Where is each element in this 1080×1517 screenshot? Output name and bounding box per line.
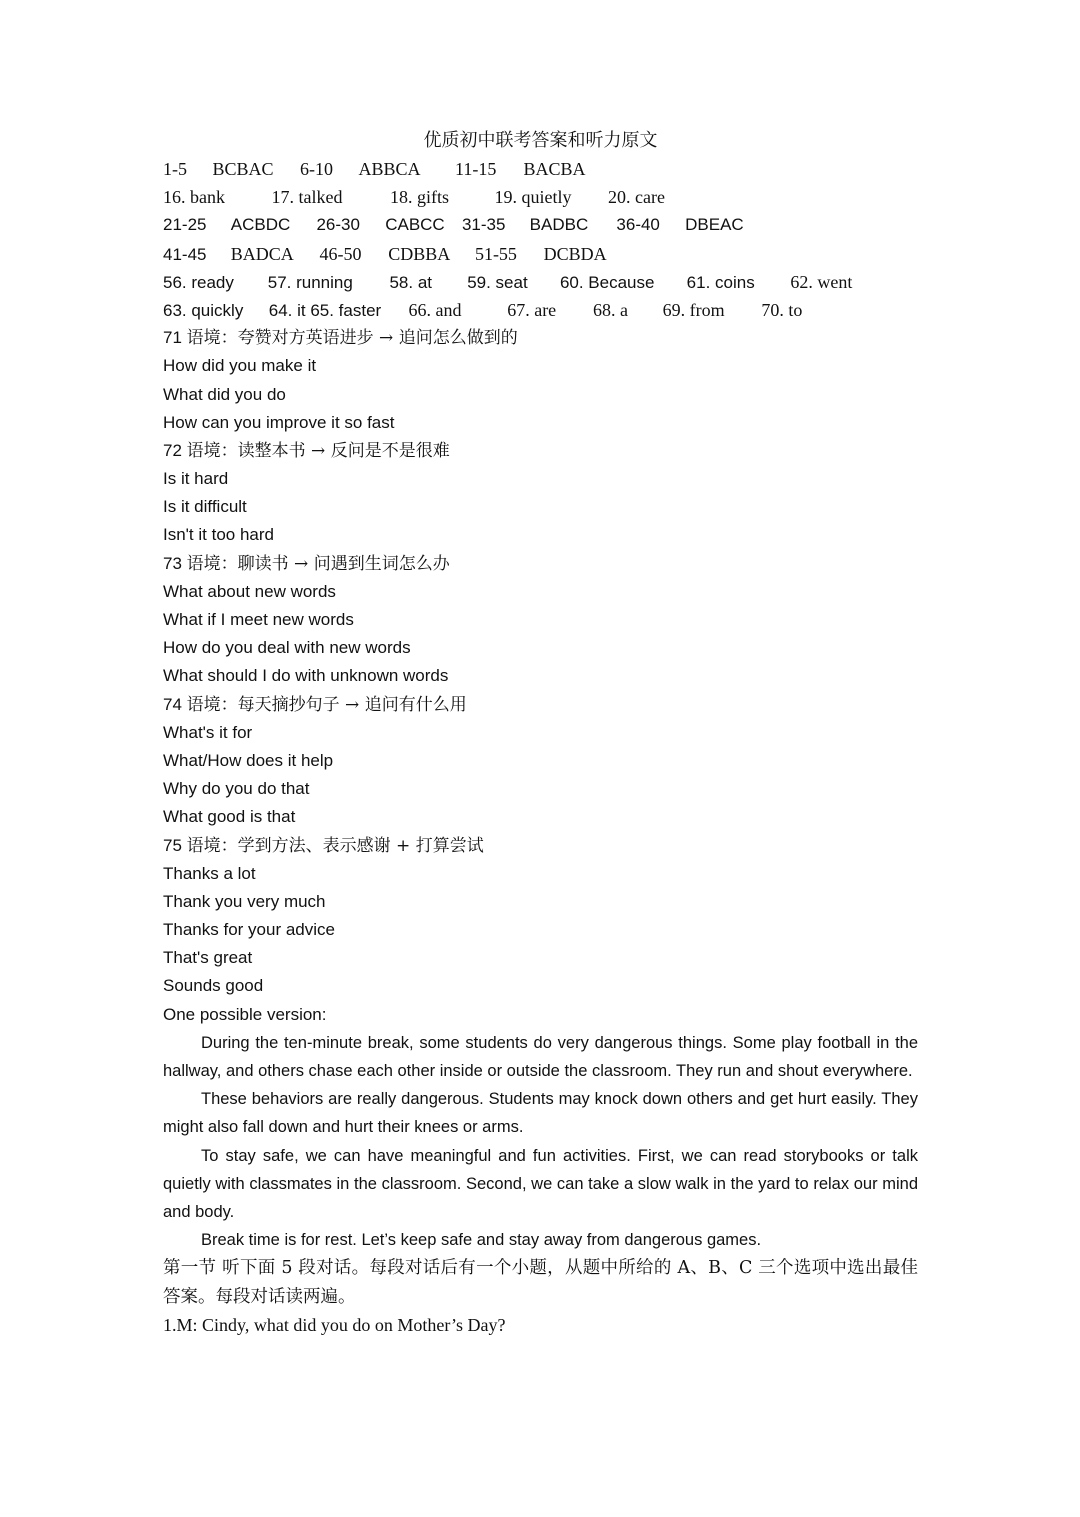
answer-line: Why do you do that — [163, 779, 310, 799]
answer-cell: ABBCA — [358, 159, 421, 179]
answer-cell: 61. coins — [686, 272, 755, 292]
essay-paragraph: These behaviors are really dangerous. Students may knock down others and get hurt easily. They might also fall down and hurt their knees or arms. — [163, 1090, 918, 1137]
answer-cell: 70. to — [761, 299, 803, 320]
answer-line: Sounds good — [163, 976, 264, 996]
answers-row-4 — [163, 240, 918, 268]
answer-line: What/How does it help — [163, 750, 334, 770]
answer-cell: 18. gifts — [390, 187, 450, 208]
context-text: 语境：每天摘抄句子 → 追问有什么用 — [186, 694, 467, 715]
answer-cell: 11-15 — [455, 159, 497, 179]
answer-cell: 67. are — [507, 299, 557, 320]
answer-cell: 51-55 — [474, 243, 517, 264]
question-number: 71 — [163, 328, 182, 348]
answer-cell: 66. and — [408, 299, 462, 320]
answer-cell: 31-35 — [461, 215, 506, 235]
context-text: 语境：夸赞对方英语进步 → 追问怎么做到的 — [186, 328, 518, 349]
answer-line: What if I meet new words — [163, 610, 354, 629]
document-body — [163, 126, 918, 1339]
question-73-context — [163, 550, 918, 578]
answer-cell: CABCC — [385, 215, 445, 235]
answer-cell: 56. ready — [163, 272, 234, 292]
answer-cell: BADCA — [230, 243, 294, 264]
answer-line: Is it hard — [163, 469, 229, 489]
answer-cell: 6-10 — [300, 159, 333, 179]
answer-cell: 63. quickly — [163, 300, 244, 320]
answer-line: What's it for — [163, 722, 253, 742]
answer-cell: 17. talked — [271, 187, 343, 208]
question-number: 74 — [163, 694, 182, 714]
answer-cell: 57. running — [267, 272, 353, 292]
answer-cell: 60. Because — [559, 272, 655, 292]
question-75-context — [163, 832, 918, 860]
answer-cell: DBEAC — [685, 215, 744, 235]
answer-line: That's great — [163, 948, 253, 968]
context-text: 语境：聊读书 → 问遇到生词怎么办 — [186, 553, 450, 574]
answer-cell: 59. seat — [467, 272, 528, 292]
answer-cell: 36-40 — [616, 215, 660, 235]
listening-dialogue-line: 1.M: Cindy, what did you do on Mother’s Day? — [163, 1315, 506, 1336]
answer-cell: 68. a — [592, 299, 628, 320]
answer-line: Thank you very much — [163, 891, 326, 911]
answer-line: What about new words — [163, 581, 336, 601]
answer-cell: BADBC — [529, 215, 589, 235]
answer-line: How did you make it — [163, 356, 317, 376]
answer-line: How can you improve it so fast — [163, 412, 395, 432]
answer-cell: BACBA — [523, 159, 586, 179]
answer-cell: 69. from — [662, 299, 725, 320]
question-72-context — [163, 437, 918, 465]
answer-line: What good is that — [163, 807, 296, 827]
question-number: 73 — [163, 553, 182, 573]
answer-cell: 46-50 — [319, 243, 362, 264]
essay-paragraph: To stay safe, we can have meaningful and fun activities. First, we can read storybooks or talk quietly with classmates in the classroom. Second, we can take a slow walk in the yard to relax our mind and body. — [163, 1146, 918, 1222]
answer-line: Isn't it too hard — [163, 525, 274, 545]
context-text: 语境：学到方法、表示感谢 + 打算尝试 — [186, 835, 484, 856]
answer-cell: 62. went — [790, 271, 853, 292]
answer-line: What should I do with unknown words — [163, 666, 449, 686]
essay-paragraph: Break time is for rest. Let’s keep safe and stay away from dangerous games. — [201, 1231, 762, 1250]
answer-cell: 58. at — [389, 272, 433, 292]
answer-cell: DCBDA — [543, 243, 607, 264]
question-71-context — [163, 324, 918, 352]
answer-line: How do you deal with new words — [163, 638, 411, 658]
answer-cell: 26-30 — [316, 215, 360, 235]
answers-row-5 — [163, 268, 918, 296]
context-text: 语境：读整本书 → 反问是不是很难 — [186, 440, 450, 461]
answers-row-2 — [163, 183, 918, 211]
answer-cell: 16. bank — [163, 187, 225, 208]
essay-paragraph: During the ten-minute break, some students do very dangerous things. Some play football in the hallway, and others chase each other inside or outside the classroom. They run and shout everywhere. — [163, 1033, 918, 1081]
answer-cell: 1-5 — [163, 159, 187, 179]
answers-row-3 — [163, 211, 918, 239]
answers-row-1 — [163, 155, 918, 183]
question-number: 75 — [163, 835, 182, 855]
question-74-context — [163, 691, 918, 719]
answer-cell: 20. care — [608, 187, 665, 208]
document-title: 优质初中联考答案和听力原文 — [423, 130, 658, 151]
listening-section-intro: 第一节 听下面 5 段对话。每段对话后有一个小题，从题中所给的 A、B、C 三个选项中选出最佳答案。每段对话读两遍。 — [163, 1258, 918, 1307]
answer-line: Thanks a lot — [163, 863, 256, 883]
answer-line: Is it difficult — [163, 497, 247, 517]
answer-cell: CDBBA — [388, 243, 451, 264]
answer-line: What did you do — [163, 384, 286, 404]
essay-heading: One possible version: — [163, 1004, 327, 1024]
answer-line: Thanks for your advice — [163, 920, 335, 940]
answer-cell: 19. quietly — [494, 187, 572, 208]
answer-cell: 41-45 — [163, 244, 207, 264]
question-number: 72 — [163, 440, 182, 460]
answer-cell: 21-25 — [163, 215, 207, 235]
answer-cell: ACBDC — [230, 215, 291, 235]
answers-row-6 — [163, 296, 918, 324]
answer-cell: 64. it 65. faster — [268, 300, 382, 320]
answer-cell: BCBAC — [212, 159, 274, 179]
